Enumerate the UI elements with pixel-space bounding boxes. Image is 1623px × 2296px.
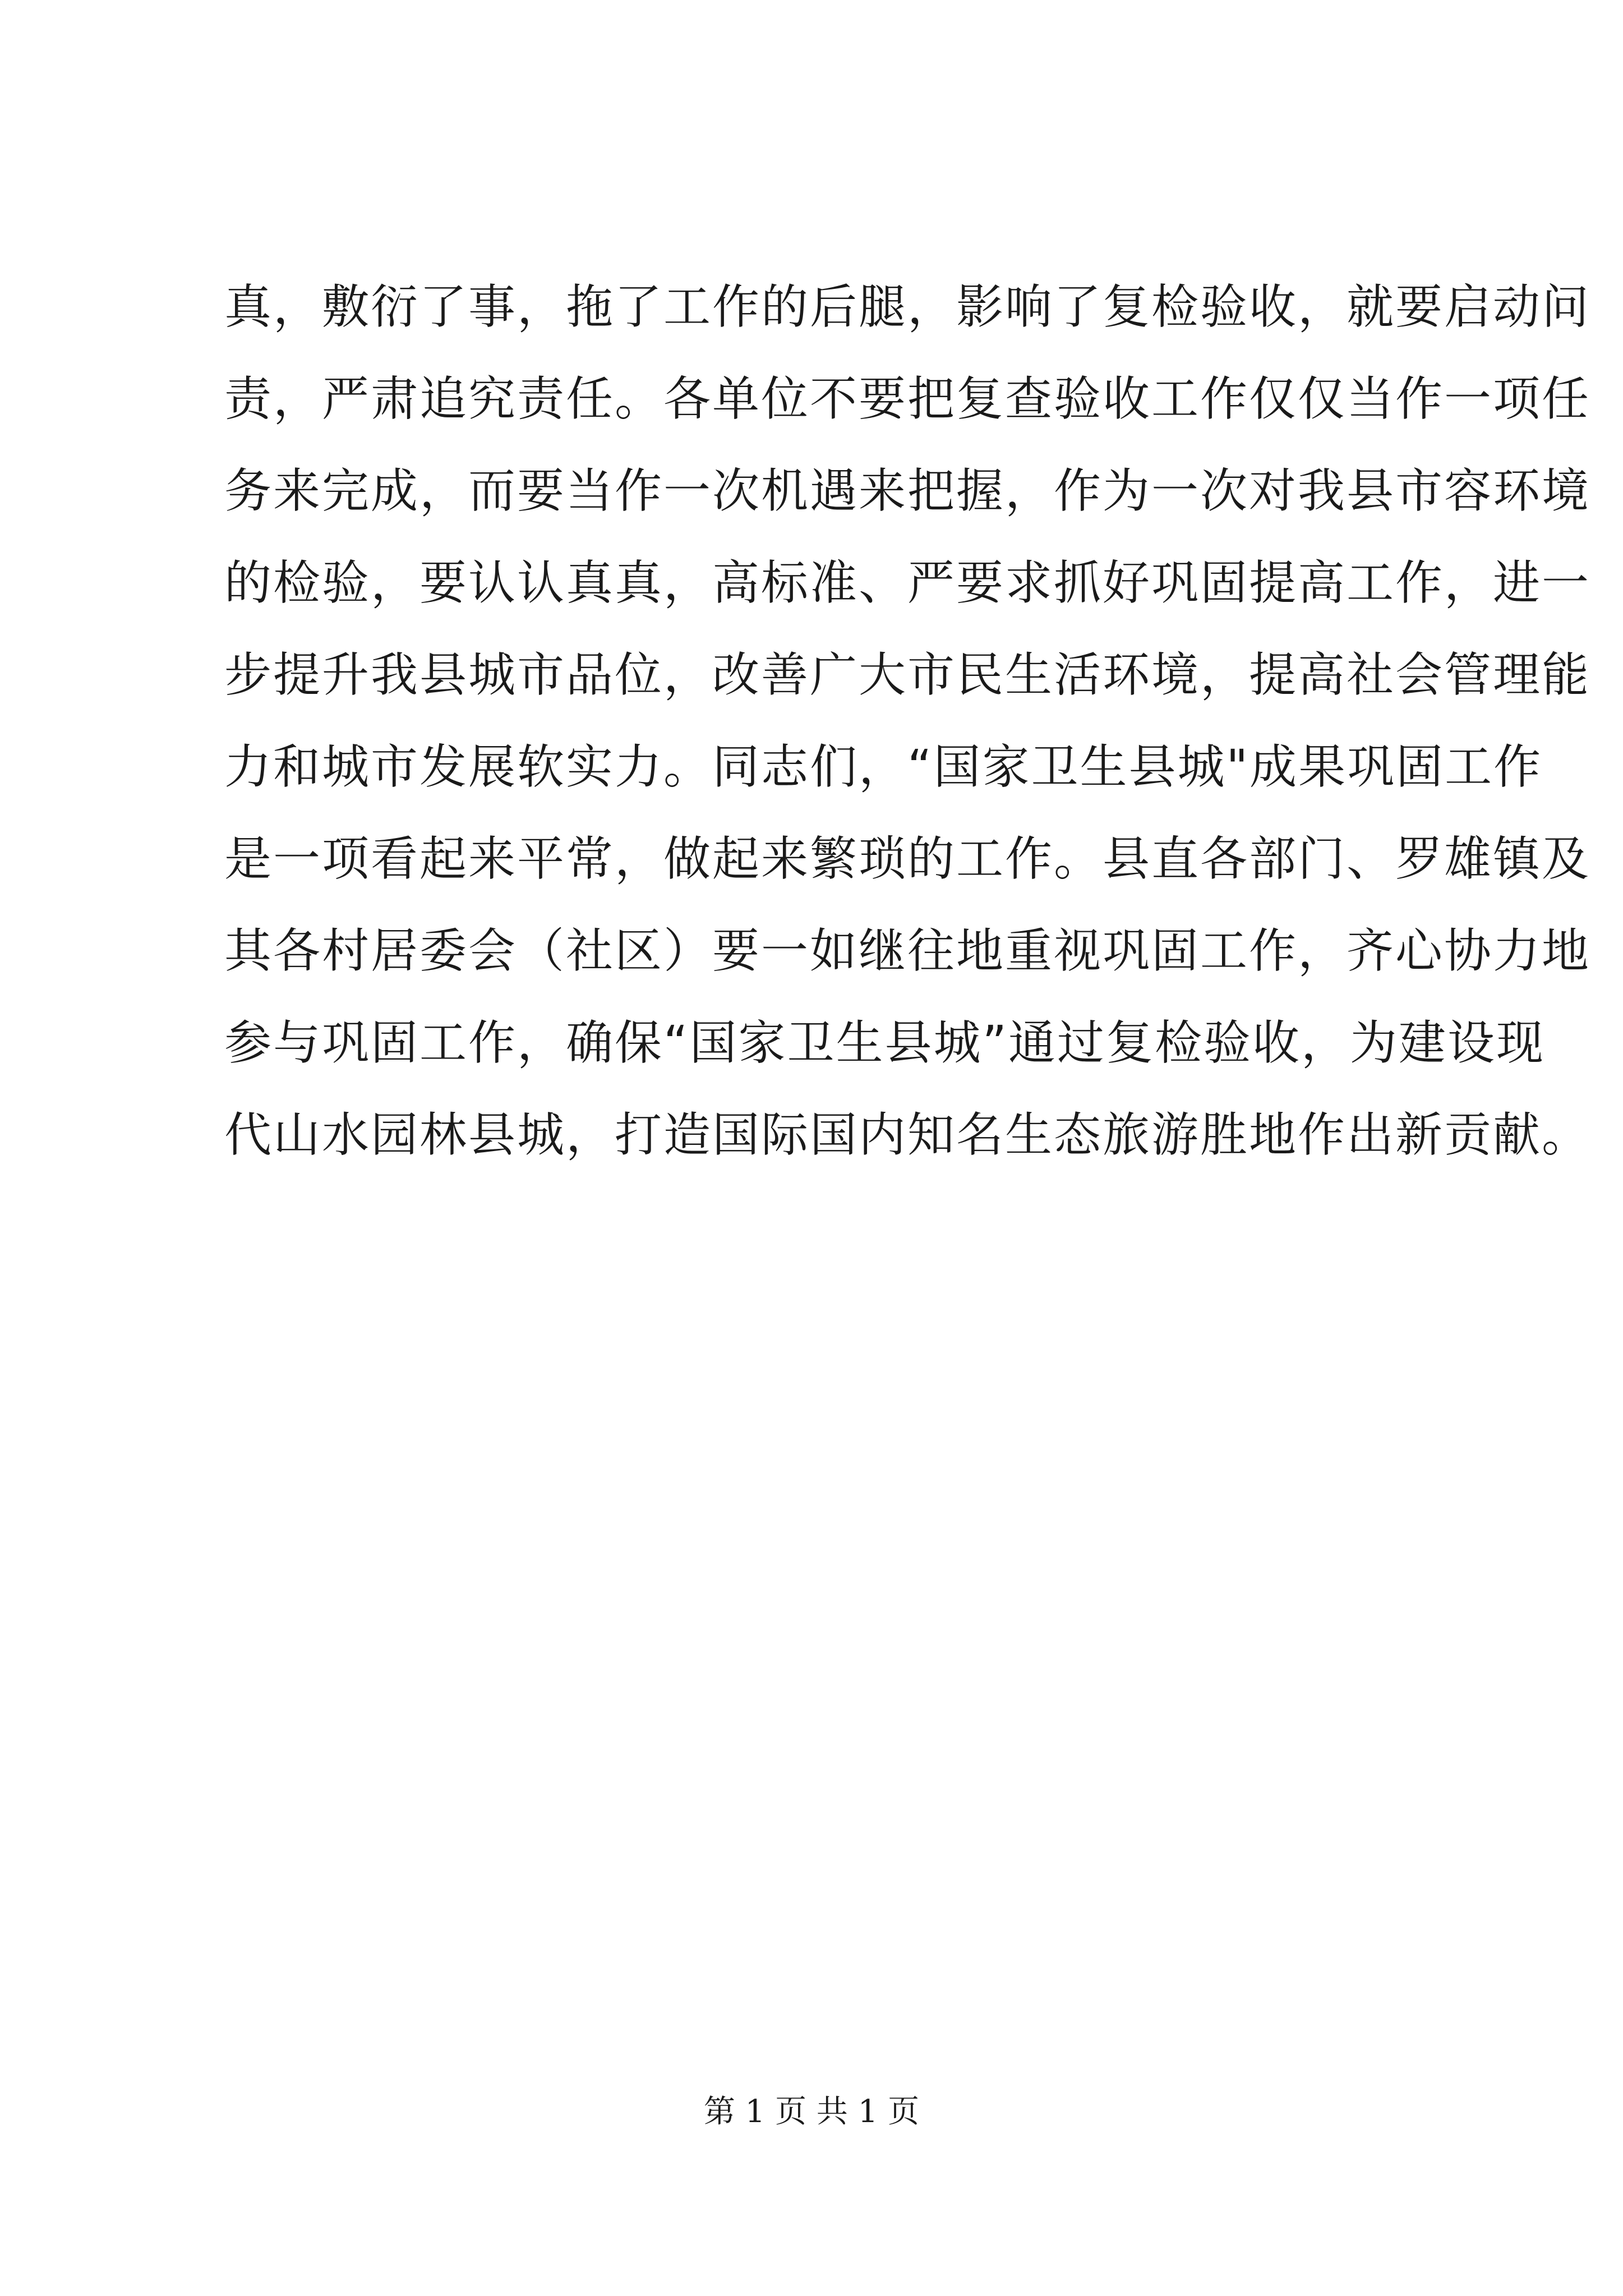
text-line: 代山水园林县城，打造国际国内知名生态旅游胜地作出新贡献。 bbox=[224, 1107, 1591, 1162]
text-line: 的检验，要认认真真，高标准、严要求抓好巩固提高工作，进一 bbox=[224, 555, 1591, 610]
text-line: 务来完成，而要当作一次机遇来把握，作为一次对我县市容环境 bbox=[224, 463, 1591, 518]
text-line: 力和城市发展软实力。同志们，“国家卫生县城"成果巩固工作 bbox=[224, 739, 1543, 794]
text-line: 其各村居委会（社区）要一如继往地重视巩固工作，齐心协力地 bbox=[224, 923, 1591, 978]
text-line: 是一项看起来平常，做起来繁琐的工作。县直各部门、罗雄镇及 bbox=[224, 831, 1591, 886]
text-line: 真，敷衍了事，拖了工作的后腿，影响了复检验收，就要启动问 bbox=[224, 279, 1591, 334]
body-paragraph bbox=[224, 261, 1591, 1181]
text-line: 参与巩固工作，确保“国家卫生县城”通过复检验收，为建设现 bbox=[224, 1015, 1546, 1070]
text-line: 责，严肃追究责任。各单位不要把复查验收工作仅仅当作一项任 bbox=[224, 371, 1591, 426]
page-footer: 第 1 页 共 1 页 bbox=[703, 2093, 920, 2130]
text-line: 步提升我县城市品位，改善广大市民生活环境，提高社会管理能 bbox=[224, 647, 1591, 702]
